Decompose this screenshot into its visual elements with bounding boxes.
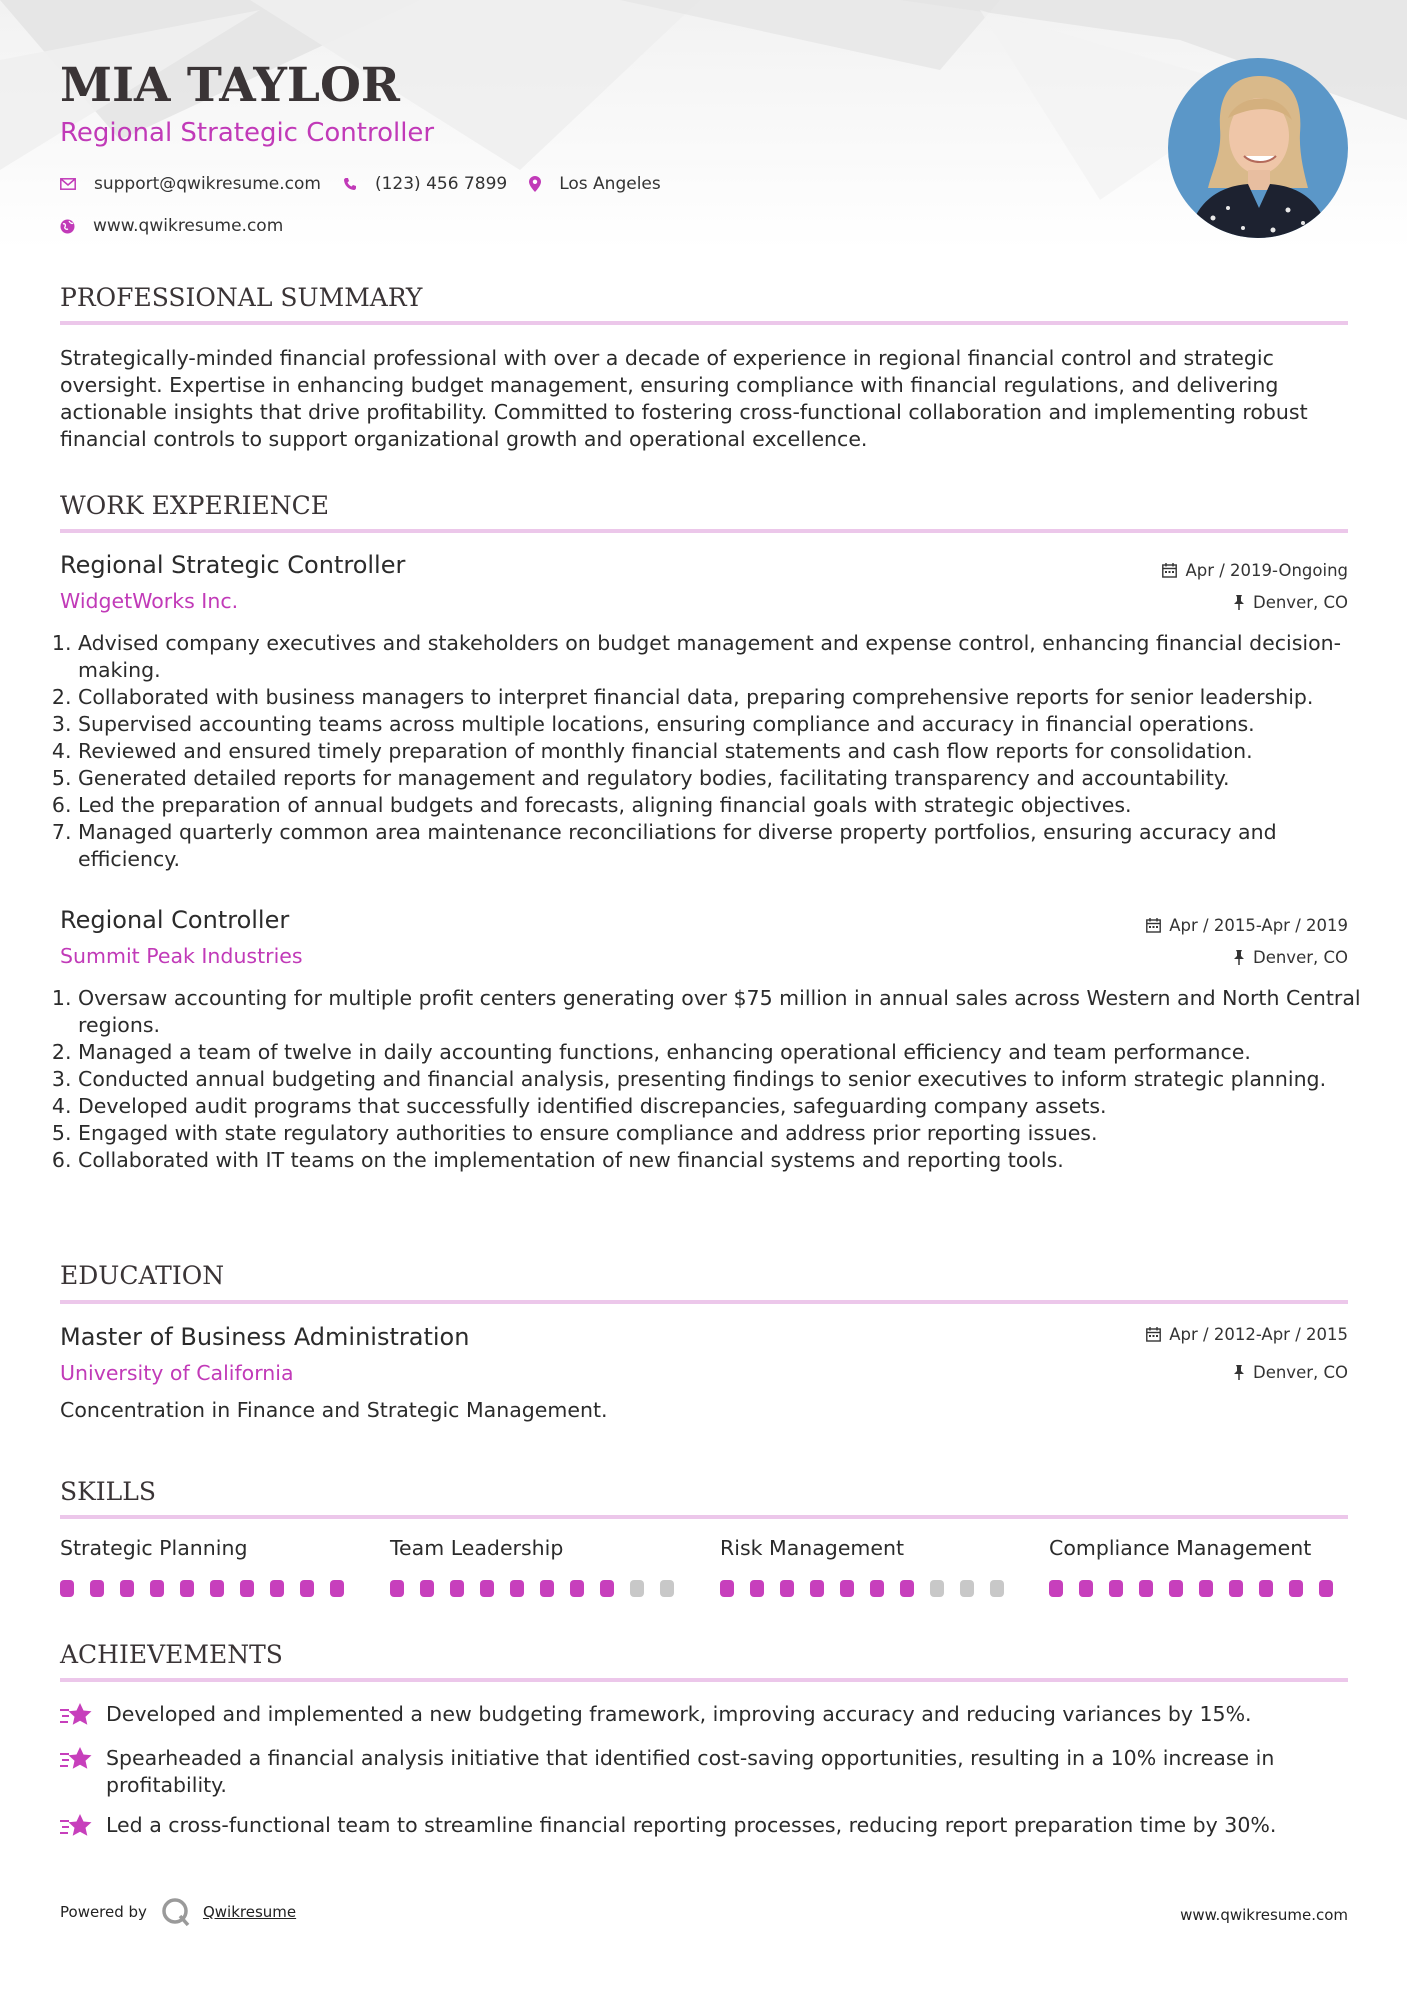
skill-item	[390, 1536, 690, 1597]
skill-name: Compliance Management	[1049, 1536, 1312, 1560]
education-location-text: Denver, CO	[1252, 1363, 1348, 1382]
candidate-role: Regional Strategic Controller	[60, 118, 435, 148]
skill-rating	[720, 1580, 1020, 1597]
skill-dot-filled	[240, 1580, 254, 1597]
pushpin-icon	[1233, 1365, 1245, 1380]
job-bullets	[60, 630, 1368, 873]
skill-dot-empty	[960, 1580, 974, 1597]
contact-location	[529, 174, 661, 194]
skill-dot-filled	[1229, 1580, 1243, 1597]
list-item: 4. Reviewed and ensured timely preparation of monthly financial statements and cash flow reports for consolidation.	[78, 738, 1368, 765]
skill-rating	[390, 1580, 690, 1597]
list-item: 6. Collaborated with IT teams on the implementation of new financial systems and reporting tools.	[78, 1147, 1368, 1174]
section-title-education: EDUCATION	[60, 1261, 225, 1290]
list-item: 4. Developed audit programs that successfully identified discrepancies, safeguarding company assets.	[78, 1093, 1368, 1120]
section-title-skills: SKILLS	[60, 1477, 157, 1506]
pushpin-icon	[1233, 950, 1245, 965]
contact-row	[60, 174, 683, 194]
skill-dot-filled	[1259, 1580, 1273, 1597]
achievement-item	[60, 1701, 1348, 1736]
skill-dot-filled	[420, 1580, 434, 1597]
job-title: Regional Strategic Controller	[60, 551, 406, 579]
job-bullets	[60, 985, 1368, 1174]
skill-dot-filled	[840, 1580, 854, 1597]
list-item: 1. Advised company executives and stakeholders on budget management and expense control, enhancing financial decision-making.	[78, 630, 1368, 684]
achievement-text: Developed and implemented a new budgeting framework, improving accuracy and reducing variances by 15%.	[106, 1702, 1252, 1726]
skill-dot-empty	[660, 1580, 674, 1597]
list-item: 5. Generated detailed reports for management and regulatory bodies, facilitating transparency and accountability.	[78, 765, 1368, 792]
website-text: www.qwikresume.com	[93, 216, 284, 236]
section-divider	[60, 1300, 1348, 1304]
skill-dot-filled	[1169, 1580, 1183, 1597]
job-location	[1233, 593, 1348, 612]
company-name: WidgetWorks Inc.	[60, 589, 239, 613]
job-location	[1233, 948, 1348, 967]
list-item: 5. Engaged with state regulatory authorities to ensure compliance and address prior reporting issues.	[78, 1120, 1368, 1147]
list-item: 2. Managed a team of twelve in daily accounting functions, enhancing operational efficiency and team performance.	[78, 1039, 1368, 1066]
skill-dot-empty	[990, 1580, 1004, 1597]
location-text: Los Angeles	[559, 174, 661, 194]
achievement-text: Led a cross-functional team to streamline financial reporting processes, reducing report preparation time by 30%.	[106, 1813, 1277, 1837]
job-dates	[1146, 916, 1348, 935]
skill-dot-filled	[120, 1580, 134, 1597]
contact-row-2	[60, 216, 305, 236]
skill-rating	[60, 1580, 360, 1597]
globe-icon	[60, 219, 75, 234]
section-divider	[60, 529, 1348, 533]
star-icon	[60, 1812, 106, 1847]
footer-powered-by	[60, 1897, 296, 1927]
skill-rating	[1049, 1580, 1349, 1597]
skill-dot-filled	[150, 1580, 164, 1597]
section-title-experience: WORK EXPERIENCE	[60, 491, 329, 520]
skill-dot-filled	[1049, 1580, 1063, 1597]
phone-text: (123) 456 7899	[374, 174, 508, 194]
skill-name: Team Leadership	[390, 1536, 564, 1560]
skill-item	[720, 1536, 1020, 1597]
list-item: 3. Conducted annual budgeting and financial analysis, presenting findings to senior executives to inform strategic planning.	[78, 1066, 1368, 1093]
map-pin-icon	[529, 176, 541, 192]
qwikresume-logo-icon	[161, 1897, 191, 1927]
contact-website[interactable]	[60, 216, 283, 236]
skill-dot-empty	[630, 1580, 644, 1597]
achievement-text: Spearheaded a financial analysis initiative that identified cost-saving opportunities, resulting in a 10% increase in profitability.	[106, 1746, 1275, 1797]
section-title-summary: PROFESSIONAL SUMMARY	[60, 283, 423, 312]
powered-by-label: Powered by	[60, 1903, 147, 1921]
skill-dot-filled	[180, 1580, 194, 1597]
section-divider	[60, 1678, 1348, 1682]
list-item: 3. Supervised accounting teams across multiple locations, ensuring compliance and accuracy in financial operations.	[78, 711, 1368, 738]
skill-dot-empty	[930, 1580, 944, 1597]
skill-dot-filled	[1139, 1580, 1153, 1597]
skill-dot-filled	[810, 1580, 824, 1597]
skill-dot-filled	[390, 1580, 404, 1597]
email-text: support@qwikresume.com	[94, 174, 321, 194]
education-location	[1233, 1363, 1348, 1382]
skill-dot-filled	[1199, 1580, 1213, 1597]
skill-dot-filled	[720, 1580, 734, 1597]
skill-dot-filled	[510, 1580, 524, 1597]
skill-dot-filled	[1289, 1580, 1303, 1597]
skill-dot-filled	[750, 1580, 764, 1597]
list-item: 2. Collaborated with business managers to interpret financial data, preparing comprehensive reports for senior leadership.	[78, 684, 1368, 711]
achievement-item	[60, 1745, 1348, 1799]
education-dates	[1146, 1325, 1348, 1344]
skill-dot-filled	[540, 1580, 554, 1597]
skill-dot-filled	[570, 1580, 584, 1597]
skill-dot-filled	[270, 1580, 284, 1597]
envelope-icon	[60, 178, 76, 190]
summary-text: Strategically-minded financial professional with over a decade of experience in regional financial control and strategic oversight. Expertise in enhancing budget management, ensuring compliance with financial regulations, and delivering actionable insights that drive profitability. Committed to fostering cross-functional collaboration and implementing robust financial controls to support organizational growth and operational excellence.	[60, 346, 1308, 451]
skill-dot-filled	[300, 1580, 314, 1597]
skill-dot-filled	[1079, 1580, 1093, 1597]
calendar-icon	[1162, 563, 1177, 578]
skill-dot-filled	[90, 1580, 104, 1597]
list-item: 1. Oversaw accounting for multiple profit centers generating over $75 million in annual sales across Western and North Central regions.	[78, 985, 1368, 1039]
job-dates-text: Apr / 2019-Ongoing	[1185, 561, 1348, 580]
job-location-text: Denver, CO	[1252, 593, 1348, 612]
job-location-text: Denver, CO	[1252, 948, 1348, 967]
footer-url[interactable]: www.qwikresume.com	[1180, 1906, 1348, 1924]
job-dates-text: Apr / 2015-Apr / 2019	[1169, 916, 1348, 935]
company-name: Summit Peak Industries	[60, 944, 303, 968]
contact-email[interactable]	[60, 174, 321, 194]
skill-name: Strategic Planning	[60, 1536, 248, 1560]
section-title-achievements: ACHIEVEMENTS	[60, 1640, 283, 1669]
degree-title: Master of Business Administration	[60, 1323, 470, 1351]
section-divider	[60, 1515, 1348, 1519]
achievement-item	[60, 1812, 1348, 1847]
skill-dot-filled	[60, 1580, 74, 1597]
profile-photo	[1168, 58, 1348, 238]
skill-dot-filled	[900, 1580, 914, 1597]
contact-phone[interactable]	[343, 174, 507, 194]
star-icon	[60, 1701, 106, 1736]
skill-dot-filled	[1319, 1580, 1333, 1597]
skill-dot-filled	[870, 1580, 884, 1597]
phone-icon	[343, 177, 357, 191]
brand-link[interactable]: Qwikresume	[202, 1903, 297, 1921]
star-icon	[60, 1745, 106, 1799]
section-divider	[60, 321, 1348, 325]
skill-name: Risk Management	[720, 1536, 905, 1560]
pushpin-icon	[1233, 595, 1245, 610]
list-item: 7. Managed quarterly common area maintenance reconciliations for diverse property portfolios, ensuring accuracy and efficiency.	[78, 819, 1368, 873]
skill-item	[1049, 1536, 1349, 1597]
skill-dot-filled	[1109, 1580, 1123, 1597]
skill-dot-filled	[480, 1580, 494, 1597]
calendar-icon	[1146, 1327, 1161, 1342]
skill-dot-filled	[780, 1580, 794, 1597]
education-dates-text: Apr / 2012-Apr / 2015	[1169, 1325, 1348, 1344]
skill-dot-filled	[330, 1580, 344, 1597]
education-note: Concentration in Finance and Strategic Management.	[60, 1398, 608, 1422]
job-dates	[1162, 561, 1348, 580]
calendar-icon	[1146, 918, 1161, 933]
skill-item	[60, 1536, 360, 1597]
school-name: University of California	[60, 1361, 294, 1385]
candidate-name: MIA TAYLOR	[60, 58, 400, 113]
job-title: Regional Controller	[60, 906, 290, 934]
skill-dot-filled	[450, 1580, 464, 1597]
skill-dot-filled	[210, 1580, 224, 1597]
skill-dot-filled	[600, 1580, 614, 1597]
list-item: 6. Led the preparation of annual budgets and forecasts, aligning financial goals with strategic objectives.	[78, 792, 1368, 819]
